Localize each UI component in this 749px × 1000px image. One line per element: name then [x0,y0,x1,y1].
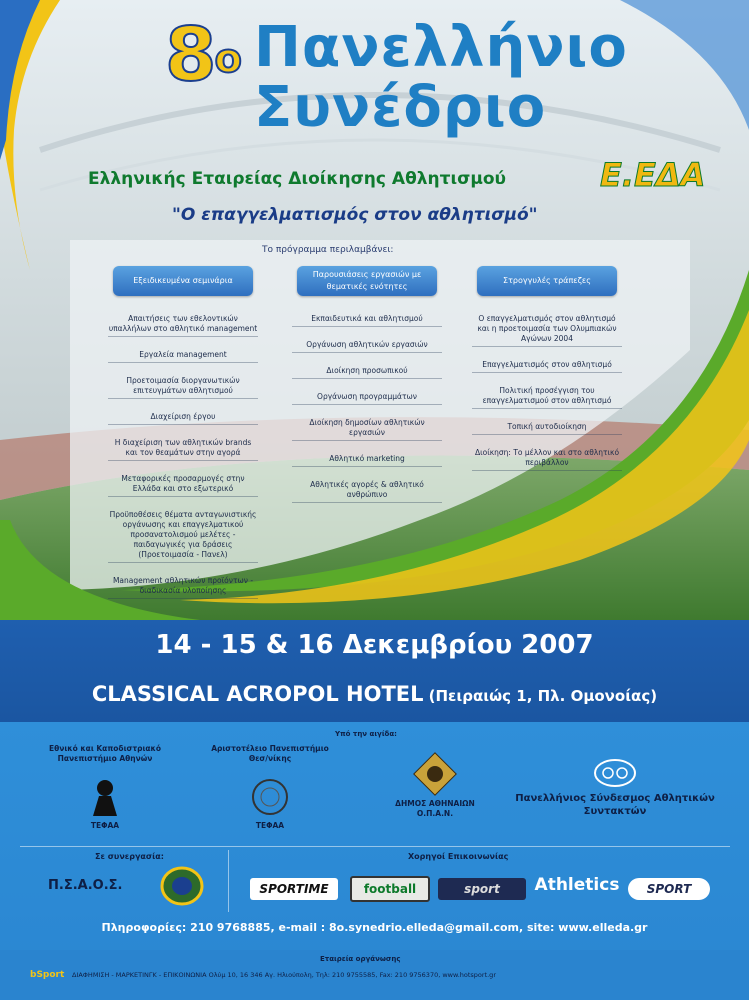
column-header: Παρουσιάσεις εργασιών με θεματικές ενότητες [297,266,437,296]
program-item: Η διαχείριση των αθλητικών brands και τον θεαμάτων στην αγορά [108,438,258,461]
institution-name: Αριστοτέλειο Πανεπιστήμιο Θεσ/νίκης [211,744,329,763]
cooperation-logo-icon [160,866,204,906]
contact-info: Πληροφορίες: 210 9768885, e-mail : 8o.synedrio.elleda@gmail.com, site: www.elleda.gr [101,921,648,934]
program-item: Αθλητικές αγορές & αθλητικό ανθρώπινο [292,480,442,503]
organizer-label: Εταιρεία οργάνωσης [320,955,401,963]
program-column-presentations [282,266,452,516]
cooperation-label: Σε συνεργασία: [95,852,164,861]
org-logo: Ε.ΕΔΑ [600,156,706,194]
program-item: Εργαλεία management [108,350,258,363]
crest-logo-icon [413,752,457,796]
media-logo: football [350,876,430,902]
media-logo: Athletics [534,875,620,895]
program-item: Εκπαιδευτικά και αθλητισμού [292,314,442,327]
media-sponsors-label: Χορηγοί Επικοινωνίας [408,852,509,861]
cooperation-name: Π.Σ.Α.Ο.Σ. [48,878,123,893]
institution-auth [205,744,335,831]
media-logo: SPORTIME [250,878,338,900]
institution-journalists [510,758,720,818]
organizer-brand: bSport [30,970,65,980]
column-header: Στρογγυλές τράπεζες [477,266,617,296]
program-column-seminars [98,266,268,612]
program-item: Οργάνωση προγραμμάτων [292,392,442,405]
institution-tag: ΤΕΦΑΑ [255,821,285,830]
program-item: Διαχείριση έργου [108,412,258,425]
program-item: Οργάνωση αθλητικών εργασιών [292,340,442,353]
program-item: Μεταφορικές προσαρμογές στην Ελλάδα και στο εξωτερικό [108,474,258,497]
program-item: Αθλητικό marketing [292,454,442,467]
program-item: Προϋποθέσεις θέματα ανταγωνιστικής οργάνωσης και επαγγελματικού προσανατολισμού μελέτες - παιδαγωγικές για δράσεις (Προετοιμασία - Πανελ) [108,510,258,563]
institution-name: ΔΗΜΟΣ ΑΘΗΝΑΙΩΝ [395,799,475,808]
title-line-1: Πανελλήνιο [253,15,628,80]
program-item: Διοίκηση δημοσίων αθλητικών εργασιών [292,418,442,441]
program-item: Διοίκηση: Το μέλλον και στο αθλητικό περιβάλλον [472,448,622,471]
institution-name: Πανελλήνιος Σύνδεσμος Αθλητικών Συντακτών [515,793,715,817]
program-item: Απαιτήσεις των εθελοντικών υπαλλήλων στο αθλητικό management [108,314,258,337]
section-divider-vertical [228,850,229,912]
institution-tag: ΤΕΦΑΑ [90,821,120,830]
media-logo: sport [438,878,526,900]
program-item: Management αθλητικών προϊόντων - διαδικασία υλοποίησης [108,576,258,599]
program-item: Ο επαγγελματισμός στον αθλητισμό και η προετοιμασία των Ολυμπιακών Αγώνων 2004 [472,314,622,347]
venue [0,682,749,706]
event-dates: 14 - 15 & 16 Δεκεμβρίου 2007 [155,630,594,660]
organizer-details: ΔΙΑΦΗΜΙΣΗ - ΜΑΡΚΕΤΙΝΓΚ - ΕΠΙΚΟΙΝΩΝΙΑ Ολύμ 10, 16 346 Αγ. Ηλιούπολη, Τηλ: 210 9755585, Fax: 210 9756370, www.hotsport.gr [72,971,496,979]
slogan: "Ο επαγγελματισμός στον αθλητισμό" [172,205,538,225]
institution-name: Εθνικό και Καποδιστριακό Πανεπιστήμιο Αθηνών [48,744,162,763]
edition-digit: 8 [165,12,215,98]
auspices-label: Υπό την αιγίδα: [335,730,397,738]
seal-logo-icon [250,776,290,818]
program-item: Τοπική αυτοδιοίκηση [472,422,622,435]
venue-name: CLASSICAL ACROPOL HOTEL [91,682,424,706]
column-header: Εξειδικευμένα σεμινάρια [113,266,253,296]
title-line-2: Συνέδριο [253,75,547,140]
institution-uoa [40,744,170,831]
program-item: Διοίκηση προσωπικού [292,366,442,379]
program-label: Το πρόγραμμα περιλαμβάνει: [262,245,394,255]
program-item: Προετοιμασία διοργανωτικών επιτευγμάτων αθλητισμού [108,376,258,399]
institution-tag: Ο.Π.Α.Ν. [416,809,454,818]
edition-number [165,12,240,98]
title-words [253,15,628,140]
section-divider [20,846,730,847]
conference-title [165,12,628,140]
athlete-logo-icon [85,776,125,818]
program-column-round-tables [462,266,632,484]
program-item: Επαγγελματισμός στον αθλητισμό [472,360,622,373]
edition-ordinal: ο [214,36,240,82]
journalists-logo-icon [593,758,637,788]
institution-athens-municipality [380,752,490,819]
venue-address: (Πειραιώς 1, Πλ. Ομονοίας) [428,687,658,705]
program-item: Πολιτική προσέγγιση του επαγγελματισμού στον αθλητισμό [472,386,622,409]
organization-name: Ελληνικής Εταιρείας Διοίκησης Αθλητισμού [88,169,506,189]
media-logo: SPORT [628,878,710,900]
